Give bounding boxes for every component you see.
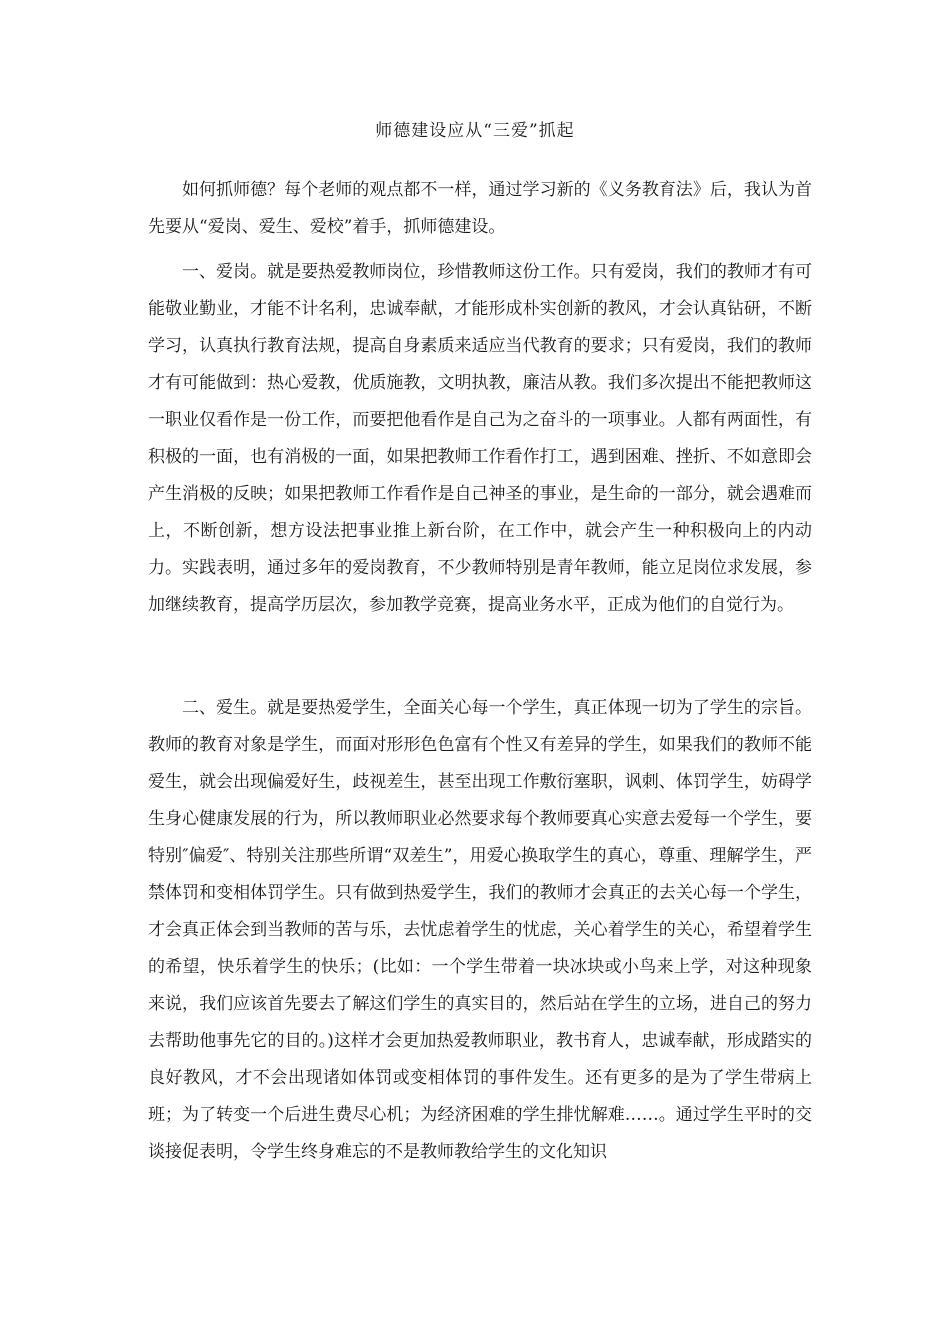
paragraph-love-students: 二、爱生。就是要热爱学生，全面关心每一个学生，真正体现一切为了学生的宗旨。教师的教育对象是学生，而面对形形色色富有个性又有差异的学生，如果我们的教师不能爱生，就会出现偏爱好生，歧视差生，甚至出现工作敷衍塞职，讽刺、体罚学生，妨碍学生身心健康发展的行为，所以教师职业必然要求每个教师要真心实意去爱每一个学生，要特别″偏爱″、特别关注那些所谓“双差生”，用爱心换取学生的真心，尊重、理解学生，严禁体罚和变相体罚学生。只有做到热爱学生，我们的教师才会真正的去关心每一个学生，才会真正体会到当教师的苦与乐，去忧虑着学生的忧虑，关心着学生的关心，希望着学生的希望，快乐着学生的快乐；(比如：一个学生带着一块冰块或小鸟来上学，对这种现象来说，我们应该首先要去了解这们学生的真实目的，然后站在学生的立场，进自己的努力去帮助他事先它的目的。)这样才会更加热爱教师职业，教书育人，忠诚奉献，形成踏实的良好教风，才不会出现诸如体罚或变相体罚的事件发生。还有更多的是为了学生带病上班；为了转变一个后进生费尽心机；为经济困难的学生排忧解难……。通过学生平时的交谈接促表明，令学生终身难忘的不是教师教给学生的文化知识 <box>148 698 812 1162</box>
document-title: 师德建设应从“三爱”抓起 <box>375 121 575 141</box>
paragraph-intro: 如何抓师德？每个老师的观点都不一样，通过学习新的《义务教育法》后，我认为首先要从“爱岗、爱生、爱校”着手，抓师德建设。 <box>148 180 812 237</box>
paragraph-love-post: 一、爱岗。就是要热爱教师岗位，珍惜教师这份工作。只有爱岗，我们的教师才有可能敬业勤业，才能不计名利，忠诚奉献，才能形成朴实创新的教风，才会认真钻研，不断学习，认真执行教育法规，提高自身素质来适应当代教育的要求；只有爱岗，我们的教师才有可能做到：热心爱教，优质施教，文明执教，廉洁从教。我们多次提出不能把教师这一职业仅看作是一份工作，而要把他看作是自己为之奋斗的一项事业。人都有两面性，有积极的一面，也有消极的一面，如果把教师工作看作打工，遇到困难、挫折、不如意即会产生消极的反映；如果把教师工作看作是自己神圣的事业，是生命的一部分，就会遇难而上，不断创新，想方设法把事业推上新台阶，在工作中，就会产生一种积极向上的内动力。实践表明，通过多年的爱岗教育，不少教师特别是青年教师，能立足岗位求发展，参加继续教育，提高学历层次，参加教学竞赛，提高业务水平，正成为他们的自觉行为。 <box>148 262 812 615</box>
